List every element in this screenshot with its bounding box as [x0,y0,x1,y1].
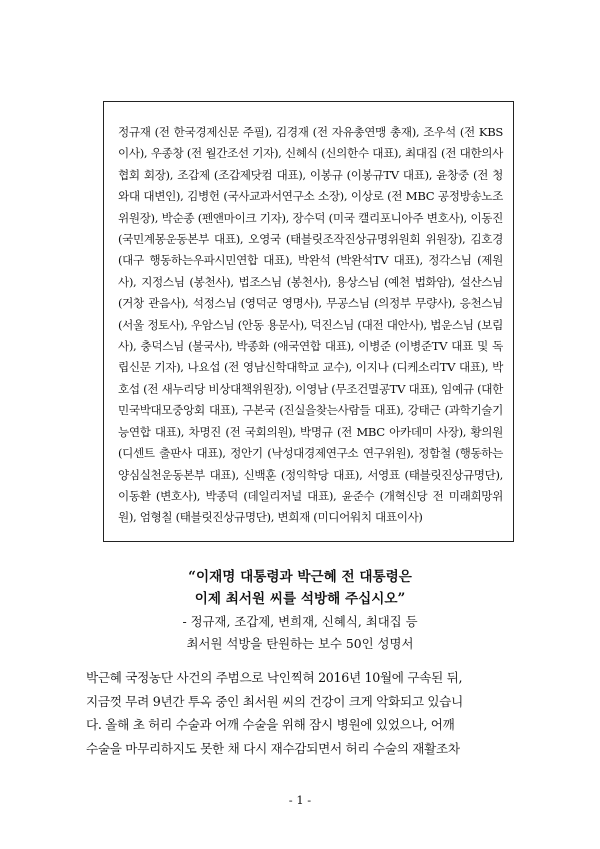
body-line: 박근혜 국정농단 사건의 주범으로 낙인찍혀 2016년 10월에 구속된 뒤, [86,670,463,685]
body-line: 다. 올해 초 허리 수술과 어깨 수술을 위해 잠시 병원에 있었으나, 어깨 [86,717,455,732]
signers-list-box [103,101,514,542]
body-line: 지금껏 무려 9년간 투옥 중인 최서원 씨의 건강이 크게 악화되고 있습니 [86,693,463,709]
headline-line-2: 이제 최서원 씨를 석방해 주십시오” [194,591,406,607]
headline-line-1: “이재명 대통령과 박근혜 전 대통령은 [188,569,412,585]
body-line: 수술을 마무리하지도 못한 채 다시 재수감되면서 허리 수술의 재활조차 [86,740,460,756]
subheadline-line-2: 최서원 석방을 탄원하는 보수 50인 성명서 [186,636,414,651]
subheadline-line-1: - 정규재, 조갑제, 변희재, 신혜식, 최대집 등 [182,614,418,629]
page-number: - 1 - [288,793,312,807]
signers-list-text: 정규재 (전 한국경제신문 주필), 김경재 (전 자유총연맹 총재), 조우석 (전 KBS 이사), 우종창 (전 월간조선 기자), 신혜식 (신의한수 대표), 최대집 (전 대한의사협회 회장), 조갑제 (조갑제닷컴 대표), 이봉규 (이봉규TV 대표), 윤창중 (전 청와대 대변인), 김병헌 (국사교과서연구소 소장), 이상로 (전 MBC 공정방송노조 위원장), 박순종 (펜앤마이크 기자), 장수덕 (미국 캘리포니아주 변호사), 이동진 (국민계몽운동본부 대표), 오영국 (태블릿조작진상규명위원회 위원장), 김호경 (대구 행동하는우파시민연합 대표), 박완석 (박완석TV 대표), 정각스님 (제원사), 지정스님 (봉천사), 법조스님 (봉천사), 용상스님 (예천 법화암), 설산스님 (거창 관음사), 석정스님 (영덕군 영명사), 무공스님 (의정부 무량사), 응천스님 (서울 정토사), 우암스님 (안동 용문사), 덕진스님 (대전 대안사), 법운스님 (보림사), 충덕스님 (불국사), 박종화 (애국연합 대표), 이병준 (이병준TV 대표 및 독립신문 기자), 나요섭 (전 영남신학대학교 교수), 이지나 (디케소리TV 대표), 박호섭 (전 새누리당 비상대책위원장), 이영남 (무조건멸공TV 대표), 임예규 (대한민국박대모중앙회 대표), 구본국 (진실을찾는사람들 대표), 강태근 (과학기술기능연합 대표), 차명진 (전 국회의원), 박명규 (전 MBC 아카데미 사장), 황의원 (디센트 출판사 대표), 정안기 (낙성대경제연구소 연구위원), 정함철 (행동하는양심실천운동본부 대표), 신백훈 (정익학당 대표), 서영표 (태블릿진상규명단), 이동환 (변호사), 박종덕 (데일리저널 대표), 윤준수 (개혁신당 전 미래희망위원), 엄형칠 (태블릿진상규명단), 변희재 (미디어워치 대표이사) [118,125,503,525]
body-paragraph [86,666,510,760]
